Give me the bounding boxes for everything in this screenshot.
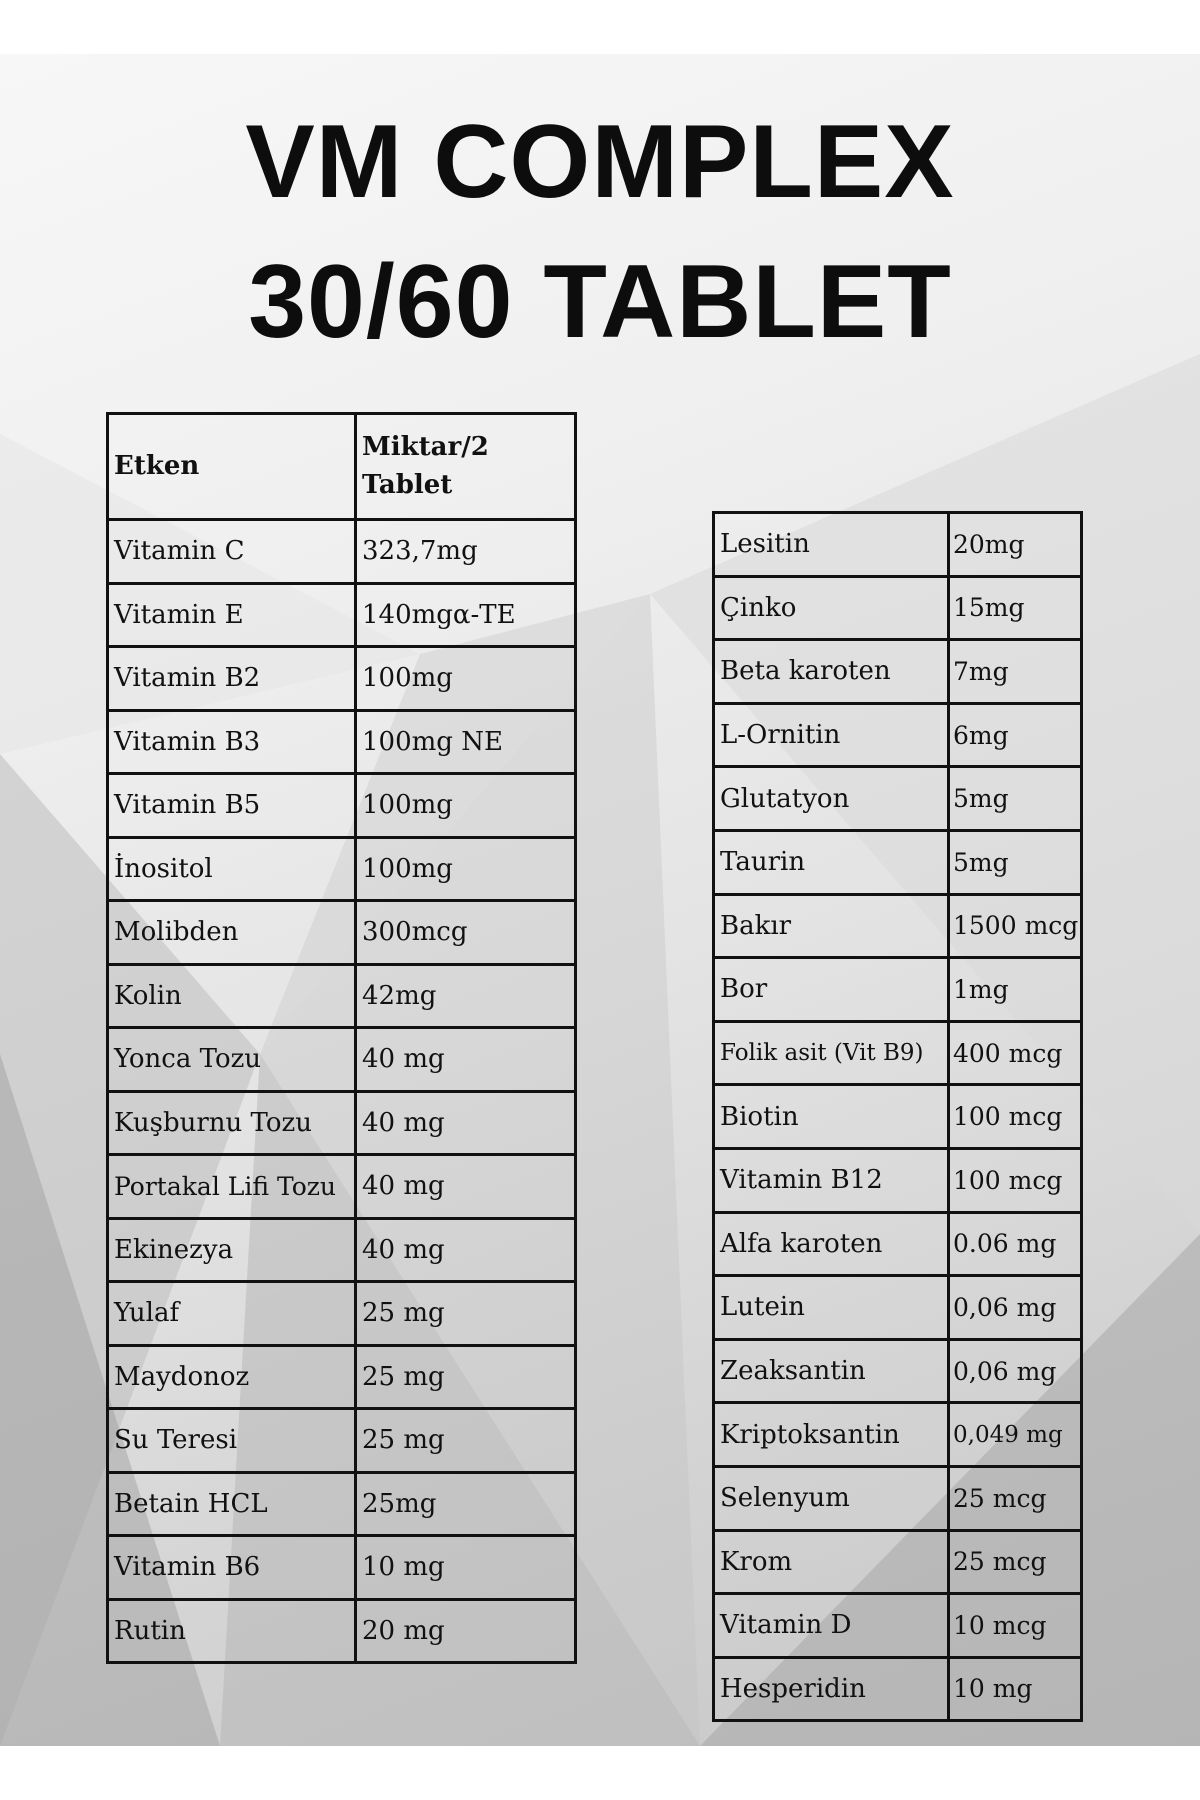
header-etken: Etken (108, 414, 356, 520)
table-row (714, 1276, 1082, 1340)
table-row (714, 1339, 1082, 1403)
ingredient-name: Vitamin B6 (108, 1536, 356, 1600)
ingredient-name: Zeaksantin (714, 1339, 949, 1403)
table-row (108, 1282, 576, 1346)
ingredient-amount: 15mg (949, 576, 1082, 640)
ingredient-name: Kriptoksantin (714, 1403, 949, 1467)
ingredient-name: Yulaf (108, 1282, 356, 1346)
table-row (714, 1021, 1082, 1085)
ingredient-name: Vitamin B5 (108, 774, 356, 838)
table-row (714, 1212, 1082, 1276)
ingredient-amount: 100mg NE (356, 710, 576, 774)
header-miktar-text: Miktar/2 Tablet (362, 431, 489, 500)
ingredient-name: Bor (714, 958, 949, 1022)
table-row (714, 767, 1082, 831)
table-row (108, 1345, 576, 1409)
ingredient-name: Lutein (714, 1276, 949, 1340)
ingredient-amount: 40 mg (356, 1218, 576, 1282)
ingredient-amount: 10 mg (356, 1536, 576, 1600)
table-row (714, 830, 1082, 894)
ingredient-amount: 0,06 mg (949, 1339, 1082, 1403)
ingredient-amount: 5mg (949, 830, 1082, 894)
table-row (108, 964, 576, 1028)
ingredient-amount: 0,06 mg (949, 1276, 1082, 1340)
ingredient-name: Folik asit (Vit B9) (714, 1021, 949, 1085)
ingredients-table-right (712, 511, 1083, 1722)
ingredient-name: Çinko (714, 576, 949, 640)
table-row (108, 774, 576, 838)
ingredient-amount: 10 mg (949, 1657, 1082, 1721)
ingredient-amount: 1500 mcg (949, 894, 1082, 958)
ingredient-name: Ekinezya (108, 1218, 356, 1282)
table-row (108, 1409, 576, 1473)
table-row (108, 1155, 576, 1219)
ingredient-amount: 25 mcg (949, 1466, 1082, 1530)
ingredient-amount: 323,7mg (356, 520, 576, 584)
ingredient-amount: 100mg (356, 647, 576, 711)
table-row (714, 894, 1082, 958)
table-row (714, 703, 1082, 767)
ingredient-amount: 25 mg (356, 1409, 576, 1473)
ingredient-amount: 6mg (949, 703, 1082, 767)
ingredient-name: Kolin (108, 964, 356, 1028)
header-miktar (356, 414, 576, 520)
label-sheet (0, 54, 1200, 1746)
ingredient-name: Betain HCL (108, 1472, 356, 1536)
table-row (108, 1028, 576, 1092)
ingredient-name: İnositol (108, 837, 356, 901)
ingredient-amount: 100mg (356, 837, 576, 901)
ingredient-name: Yonca Tozu (108, 1028, 356, 1092)
table-row (714, 958, 1082, 1022)
table-row (714, 1466, 1082, 1530)
table-row (714, 1657, 1082, 1721)
table-row (108, 1536, 576, 1600)
ingredient-amount: 100 mcg (949, 1085, 1082, 1149)
table-row (714, 513, 1082, 577)
ingredient-name: Su Teresi (108, 1409, 356, 1473)
ingredient-amount: 40 mg (356, 1091, 576, 1155)
ingredient-name: Beta karoten (714, 640, 949, 704)
ingredient-amount: 1mg (949, 958, 1082, 1022)
table-header-row (108, 414, 576, 520)
ingredient-amount: 25mg (356, 1472, 576, 1536)
ingredient-name: Vitamin D (714, 1594, 949, 1658)
ingredient-amount: 300mcg (356, 901, 576, 965)
ingredient-name: Portakal Lifi Tozu (108, 1155, 356, 1219)
product-subtitle: 30/60 TABLET (248, 244, 952, 360)
ingredient-name: Lesitin (714, 513, 949, 577)
ingredients-table-left (106, 412, 577, 1664)
ingredient-name: Hesperidin (714, 1657, 949, 1721)
ingredient-name: Selenyum (714, 1466, 949, 1530)
table-row (108, 1472, 576, 1536)
table-row (714, 1403, 1082, 1467)
ingredient-amount: 7mg (949, 640, 1082, 704)
ingredient-amount: 20mg (949, 513, 1082, 577)
ingredient-name: Vitamin B12 (714, 1148, 949, 1212)
table-row (108, 901, 576, 965)
ingredient-amount: 10 mcg (949, 1594, 1082, 1658)
ingredient-amount: 0,049 mg (949, 1403, 1082, 1467)
table-row (714, 640, 1082, 704)
ingredient-name: Vitamin B2 (108, 647, 356, 711)
ingredient-amount: 5mg (949, 767, 1082, 831)
table-row (108, 583, 576, 647)
ingredient-name: Krom (714, 1530, 949, 1594)
ingredient-name: Maydonoz (108, 1345, 356, 1409)
ingredient-amount: 100mg (356, 774, 576, 838)
table-row (714, 1594, 1082, 1658)
ingredient-name: Taurin (714, 830, 949, 894)
ingredient-amount: 400 mcg (949, 1021, 1082, 1085)
ingredient-amount: 0.06 mg (949, 1212, 1082, 1276)
ingredient-name: Biotin (714, 1085, 949, 1149)
ingredient-name: Rutin (108, 1599, 356, 1663)
table-row (714, 1530, 1082, 1594)
ingredient-amount: 40 mg (356, 1028, 576, 1092)
table-row (108, 1599, 576, 1663)
table-row (108, 647, 576, 711)
ingredient-amount: 25 mg (356, 1345, 576, 1409)
ingredient-amount: 140mgα-TE (356, 583, 576, 647)
product-title: VM COMPLEX (245, 104, 955, 220)
ingredient-name: Vitamin E (108, 583, 356, 647)
ingredient-amount: 40 mg (356, 1155, 576, 1219)
table-row (108, 710, 576, 774)
ingredient-name: Bakır (714, 894, 949, 958)
ingredient-name: Vitamin B3 (108, 710, 356, 774)
ingredient-name: Alfa karoten (714, 1212, 949, 1276)
ingredient-name: Vitamin C (108, 520, 356, 584)
ingredient-name: L-Ornitin (714, 703, 949, 767)
ingredient-amount: 100 mcg (949, 1148, 1082, 1212)
ingredient-amount: 25 mcg (949, 1530, 1082, 1594)
table-row (108, 1091, 576, 1155)
table-row (108, 837, 576, 901)
ingredient-name: Glutatyon (714, 767, 949, 831)
table-row (714, 1148, 1082, 1212)
table-row (714, 1085, 1082, 1149)
table-row (108, 520, 576, 584)
ingredient-amount: 42mg (356, 964, 576, 1028)
table-row (714, 576, 1082, 640)
ingredient-name: Kuşburnu Tozu (108, 1091, 356, 1155)
ingredient-name: Molibden (108, 901, 356, 965)
ingredient-amount: 20 mg (356, 1599, 576, 1663)
table-row (108, 1218, 576, 1282)
ingredient-amount: 25 mg (356, 1282, 576, 1346)
